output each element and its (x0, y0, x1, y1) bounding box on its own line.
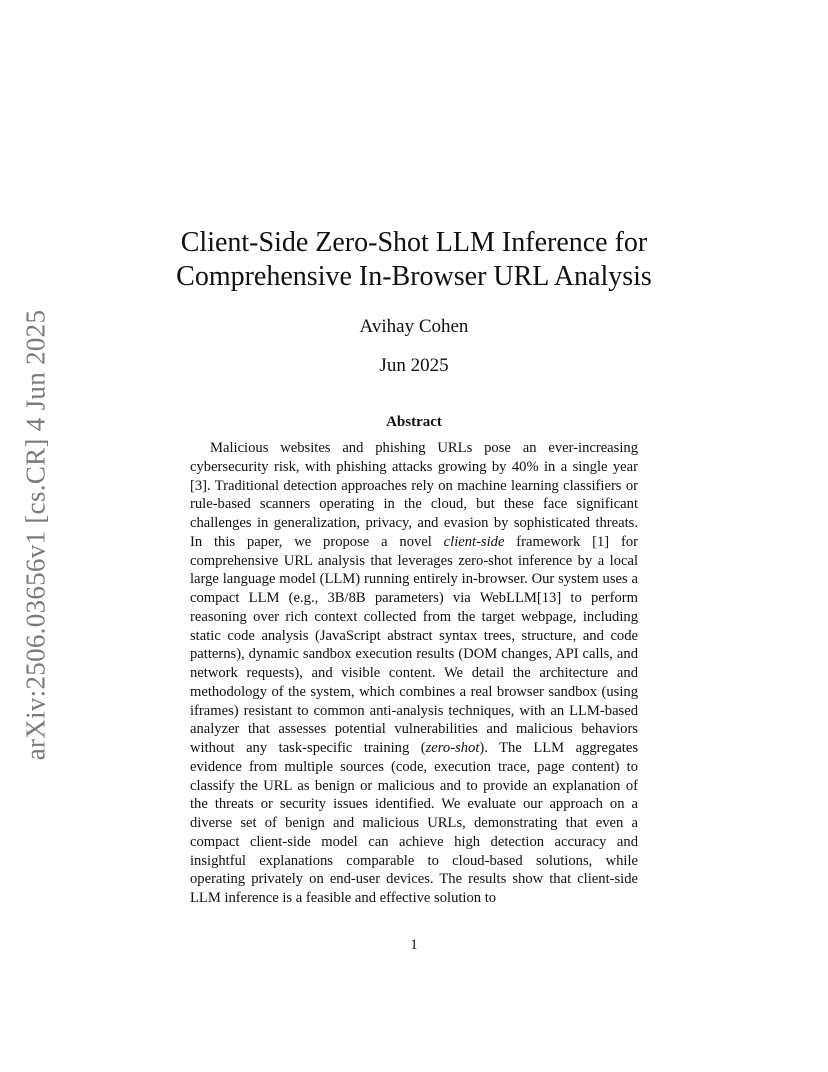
abstract-text-segment: framework [1] for comprehensive URL analysis that leverages zero-shot inference by a local large language model (LLM) running entirely in-browser. Our system uses a compact LLM (e.g., 3B/8B parameters) via WebLLM[13] to perform reasoning over rich context collected from the target webpage, including static code analysis (JavaScript abstract syntax trees, structure, and code patterns), dynamic sandbox execution results (DOM changes, API calls, and network requests), and visible content. We detail the architecture and methodology of the system, which combines a real browser sandbox (using iframes) resistant to common anti-analysis techniques, with an LLM-based analyzer that assesses potential vulnerabilities and malicious behaviors without any task-specific training ( (190, 533, 638, 756)
abstract-emphasis-client-side: client-side (443, 533, 505, 550)
publication-date: Jun 2025 (379, 355, 449, 376)
paper-title-line-2: Comprehensive In-Browser URL Analysis (176, 261, 652, 292)
paper-title (0, 226, 828, 294)
abstract-emphasis-zero-shot: zero-shot (425, 740, 480, 756)
abstract-text-segment: ). The LLM aggregates evidence from multiple sources (code, execution trace, page content) to classify the URL as benign or malicious and to provide an explanation of the threats or security issues identified. We evaluate our approach on a diverse set of benign and malicious URLs, demonstrating that even a compact client-side model can achieve high detection accuracy and insightful explanations comparable to cloud-based solutions, while operating privately on end-user devices. The results show that client-side LLM inference is a feasible and effective solution to (190, 740, 639, 906)
abstract-body (190, 439, 638, 908)
abstract-text-segment: Malicious websites and phishing URLs pose an ever-increasing cybersecurity risk, with phishing attacks growing by 40% in a single year [3]. Traditional detection approaches rely on machine learning classifiers or rule-based scanners operating in the cloud, but these face significant challenges in generalization, privacy, and evasion by sophisticated threats. In this paper, we propose a novel (190, 440, 638, 550)
arxiv-identifier[interactable]: arXiv:2506.03656v1 [cs.CR] 4 Jun 2025 (20, 309, 51, 761)
abstract-heading: Abstract (386, 414, 442, 430)
paper-title-line-1: Client-Side Zero-Shot LLM Inference for (180, 227, 648, 258)
page-number: 1 (410, 937, 418, 953)
author-name: Avihay Cohen (359, 316, 469, 337)
